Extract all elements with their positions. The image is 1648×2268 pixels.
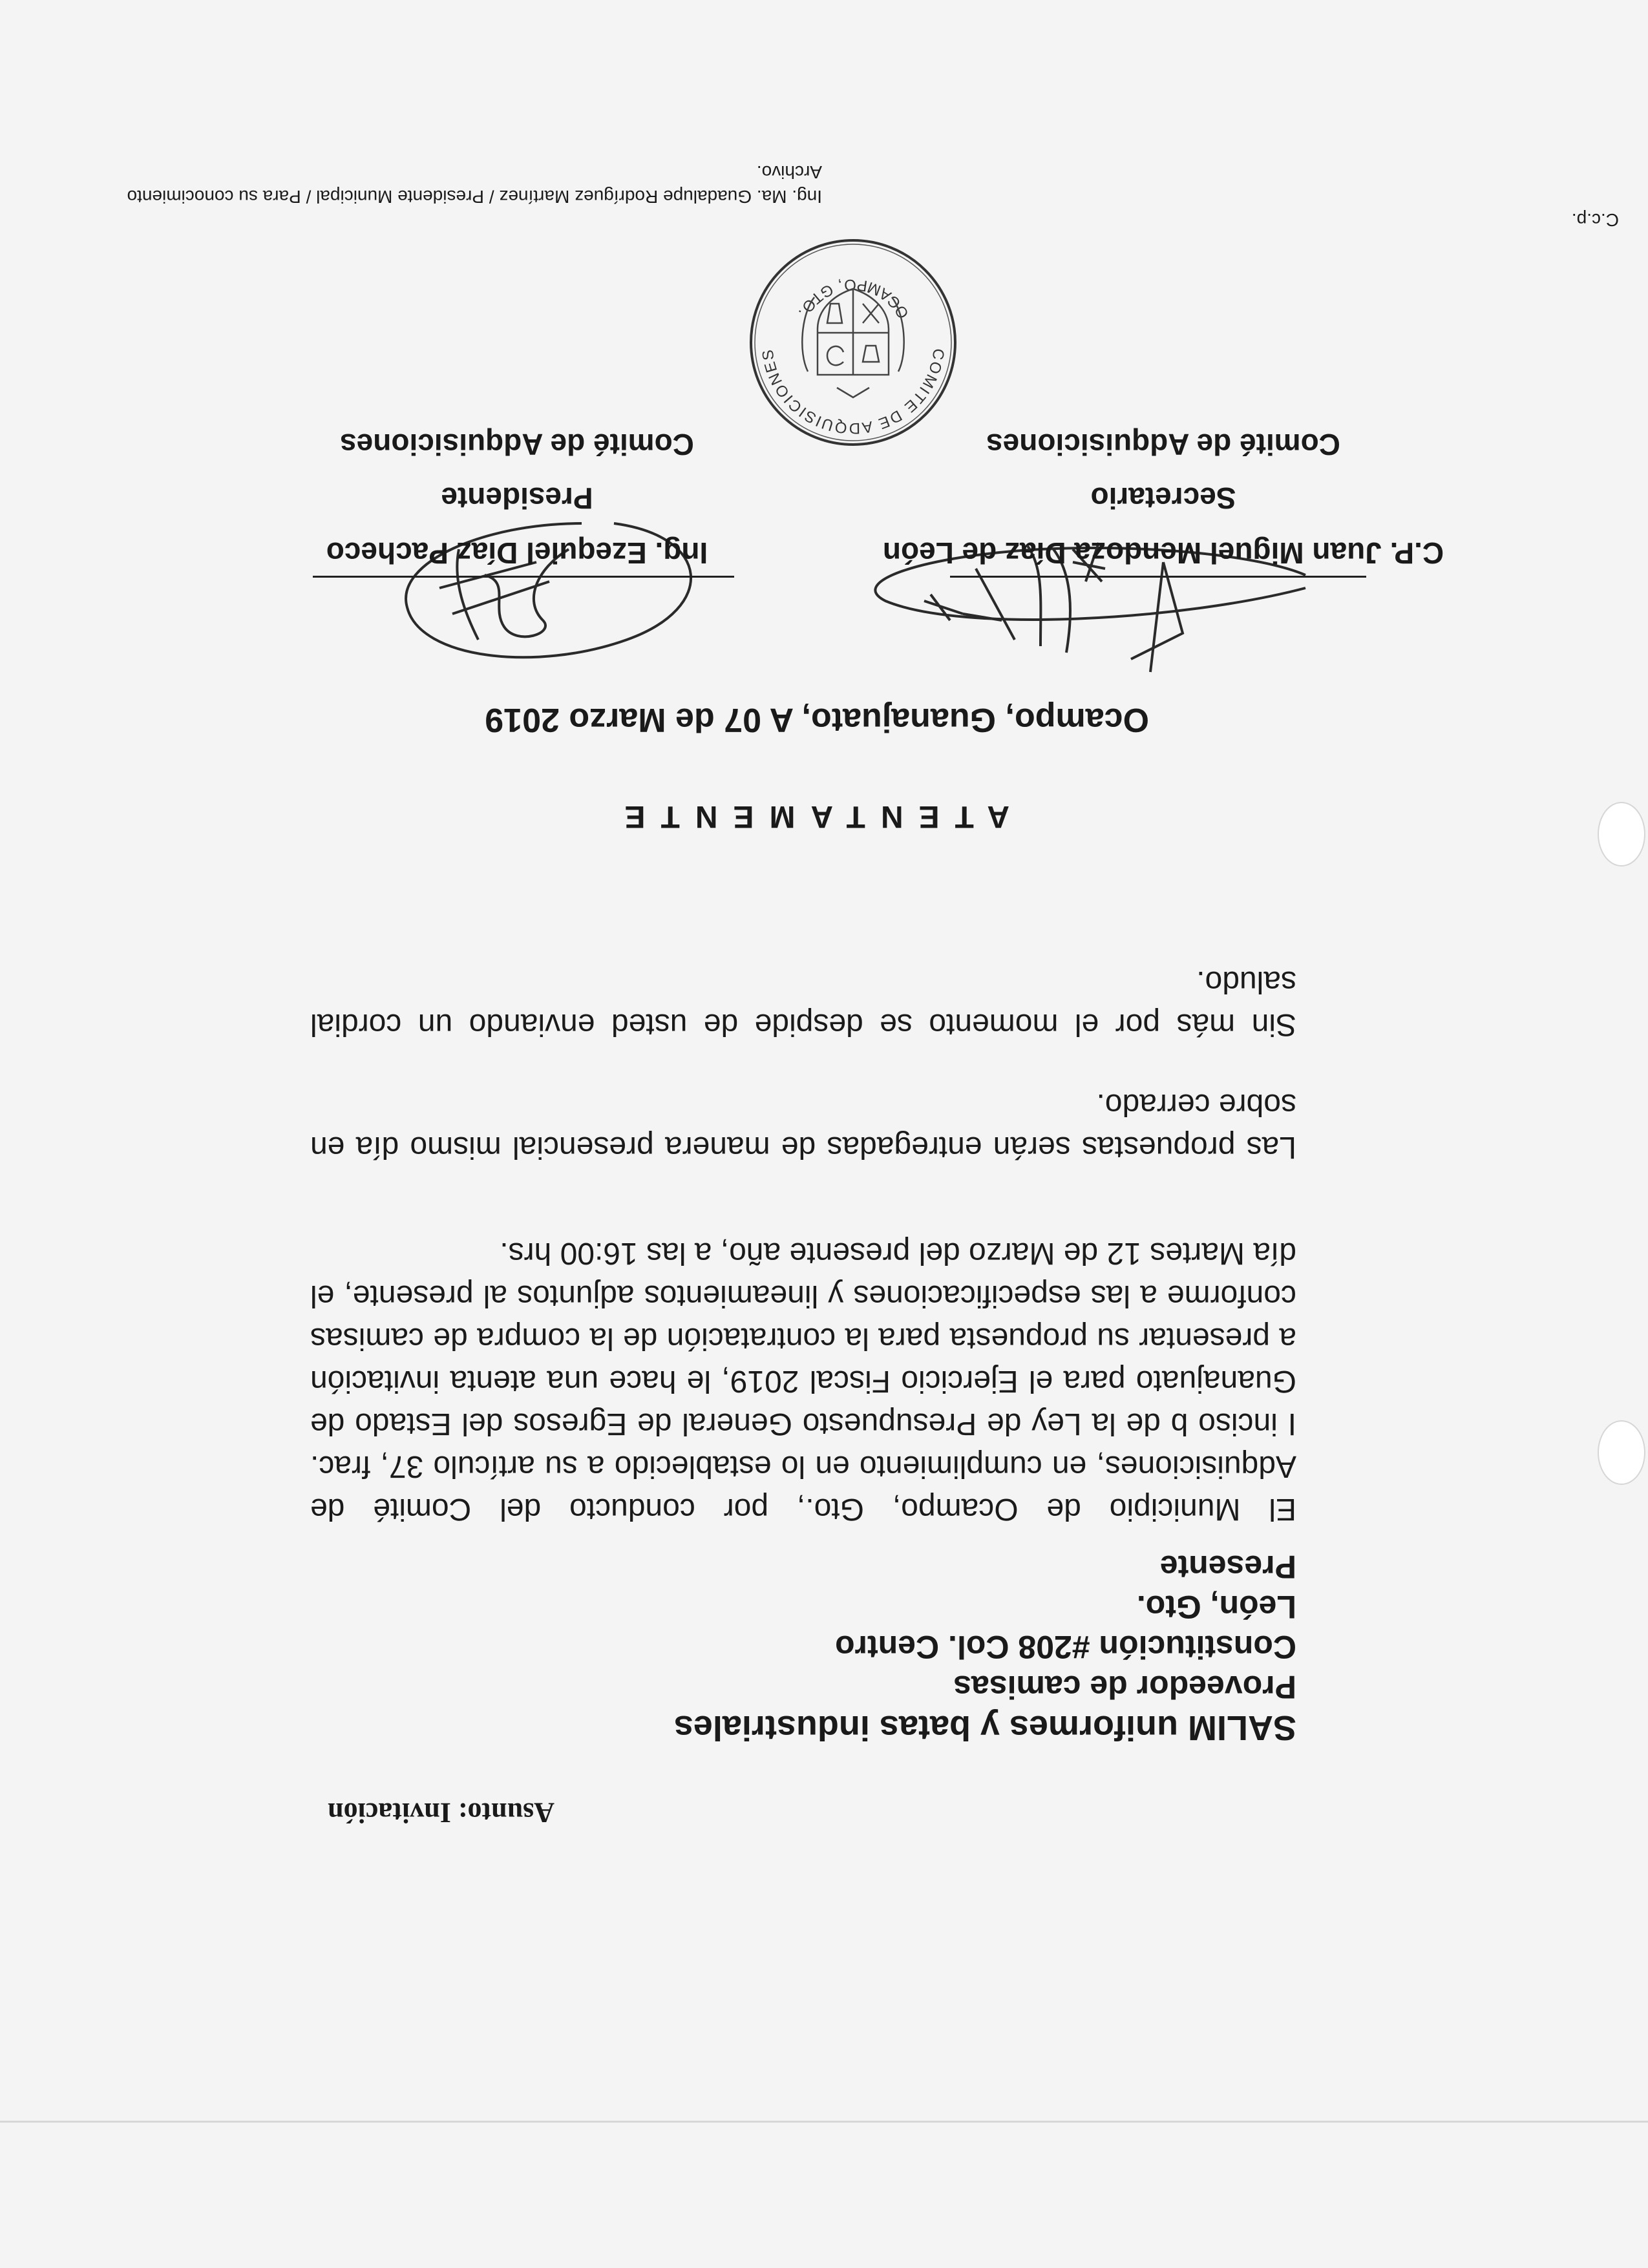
signature-line-presidente xyxy=(313,576,734,578)
recipient-role: Proveedor de camisas xyxy=(953,1669,1296,1705)
presidente-committee: Comité de Adquisiciones xyxy=(340,428,694,461)
cc-label: C.c.p. xyxy=(1571,210,1619,230)
presidente-name: Ing. Ezequiel Díaz Pacheco xyxy=(326,536,708,570)
closing: ATENTAMENTE xyxy=(609,799,1009,834)
seal-outer-text: COMITE DE ADQUISICIONES xyxy=(759,347,947,437)
body-paragraph-farewell: Sin más por el momento se despide de usted enviando un cordial saludo. xyxy=(310,965,1296,1042)
secretario-committee: Comité de Adquisiciones xyxy=(986,428,1340,461)
body-paragraph-delivery: Las propuestas serán entregadas de manera presencial mismo día en sobre cerrado. xyxy=(310,1087,1296,1164)
recipient-salutation: Presente xyxy=(1159,1549,1296,1585)
recipient-city: León, Gto. xyxy=(1136,1589,1296,1625)
cc-recipient: Ing. Ma. Guadalupe Rodríguez Martínez / Presidente Municipal / Para su conocimiento xyxy=(127,187,822,207)
signature-line-secretario xyxy=(950,576,1366,578)
recipient-name: SALIM uniformes y batas industriales xyxy=(673,1708,1296,1747)
body-paragraph-invitation: El Municipio de Ocampo, Gto., por conducto del Comité de Adquisiciones, en cumplimiento en lo establecido a su artículo 37, frac. I inciso b de la Ley de Presupuesto General de Egresos del Estado de Guanajuato para el Ejercicio Fiscal 2019, le hace una atenta invitación a presentar su propuesta para la contratación de la compra de camisas conforme a las especificaciones y lineamientos adjuntos al presente, el día Martes 12 de Marzo del presente año, a las 16:00 hrs. xyxy=(310,1236,1296,1526)
secretario-title: Secretario xyxy=(1090,481,1236,515)
subject-line: Asunto: Invitación xyxy=(328,1797,555,1829)
presidente-title: Presidente xyxy=(441,481,593,515)
cc-archive: Archivo. xyxy=(756,162,822,182)
place-date: Ocampo, Guanajuato, A 07 de Marzo 2019 xyxy=(485,701,1149,739)
secretario-name: C.P. Juan Miguel Mendoza Díaz de León xyxy=(882,536,1444,570)
recipient-address: Constitución #208 Col. Centro xyxy=(835,1629,1296,1665)
seal-inner-text: OCAMPO, GTO. xyxy=(794,275,913,322)
committee-seal xyxy=(746,236,960,449)
